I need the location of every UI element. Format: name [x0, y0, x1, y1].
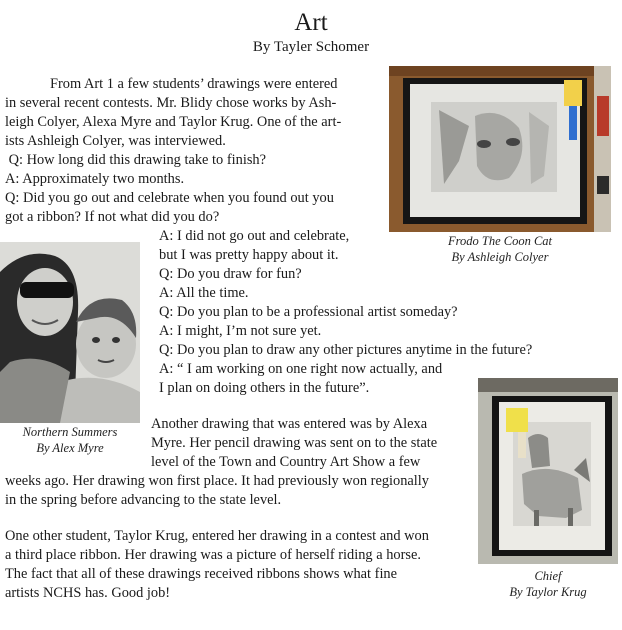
body-line: Q: Do you draw for fun?: [159, 266, 302, 282]
northern-summers-caption-title: Northern Summers: [22, 425, 118, 439]
body-line: The fact that all of these drawings received ribbons shows what fine: [5, 566, 398, 582]
body-line: A: Approximately two months.: [5, 171, 185, 187]
body-line: One other student, Taylor Krug, entered her drawing in a contest and won: [5, 528, 429, 544]
chief-photo: [478, 378, 618, 564]
body-line: artists NCHS has. Good job!: [5, 585, 171, 601]
body-line: a third place ribbon. Her drawing was a picture of herself riding a horse.: [5, 547, 421, 563]
article-byline: By Tayler Schomer: [252, 39, 370, 55]
body-line: A: I did not go out and celebrate,: [159, 228, 350, 244]
body-line: weeks ago. Her drawing won first place. It had previously won regionally: [5, 473, 430, 489]
article-title: Art: [294, 9, 328, 36]
body-line: A: I might, I’m not sure yet.: [159, 323, 322, 339]
body-line: in several recent contests. Mr. Blidy chose works by Ash-: [5, 95, 337, 111]
body-line: Q: Do you plan to draw any other pictures anytime in the future?: [159, 342, 533, 358]
body-line: ists Ashleigh Colyer, was interviewed.: [5, 133, 226, 149]
chief-caption-artist: By Taylor Krug: [509, 585, 587, 599]
body-line: From Art 1 a few students’ drawings were entered: [50, 76, 338, 92]
body-line: Q: How long did this drawing take to finish?: [5, 152, 266, 168]
frodo-caption-title: Frodo The Coon Cat: [447, 234, 553, 248]
northern-summers-caption-artist: By Alex Myre: [36, 441, 104, 455]
northern-summers-drawing: [0, 242, 140, 423]
body-line: Another drawing that was entered was by Alexa: [151, 416, 428, 432]
body-line: A: “ I am working on one right now actually, and: [159, 361, 443, 377]
body-line: leigh Colyer, Alexa Myre and Taylor Krug. One of the art-: [5, 114, 342, 130]
body-line: Q: Did you go out and celebrate when you found out you: [5, 190, 334, 206]
body-line: I plan on doing others in the future”.: [159, 380, 370, 396]
body-line: but I was pretty happy about it.: [159, 247, 339, 263]
chief-caption-title: Chief: [534, 569, 562, 583]
body-line: got a ribbon? If not what did you do?: [5, 209, 220, 225]
body-line: Myre. Her pencil drawing was sent on to the state: [151, 435, 438, 451]
body-line: Q: Do you plan to be a professional artist someday?: [159, 304, 458, 320]
frodo-photo: [389, 66, 611, 232]
body-line: level of the Town and Country Art Show a few: [151, 454, 421, 470]
body-line: A: All the time.: [159, 285, 249, 301]
frodo-caption-artist: By Ashleigh Colyer: [451, 250, 549, 264]
body-line: in the spring before advancing to the state level.: [5, 492, 282, 508]
